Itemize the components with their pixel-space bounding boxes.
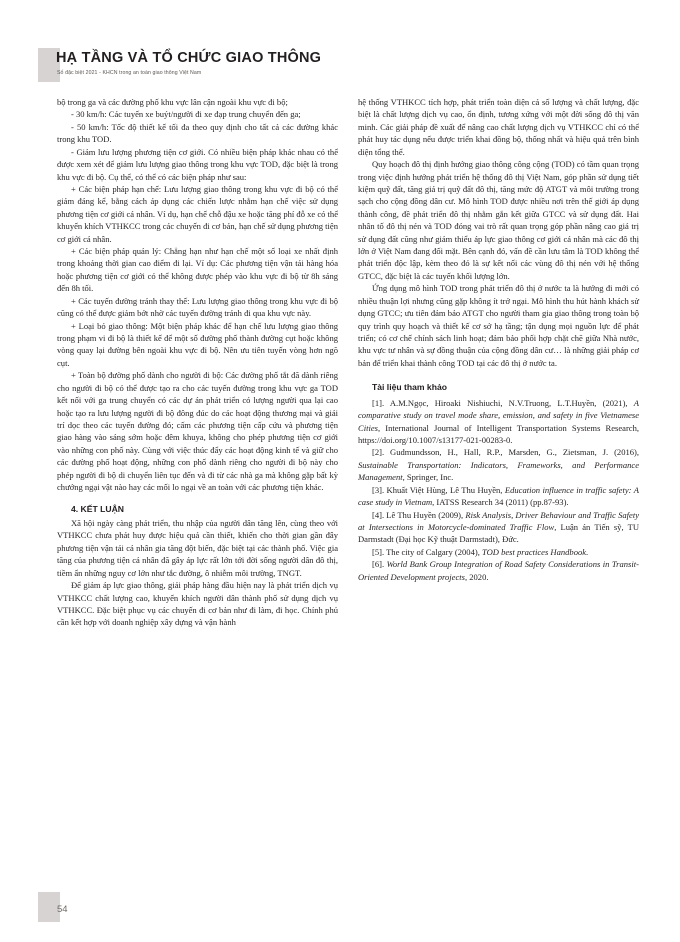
right-column bbox=[358, 96, 639, 583]
reference-suffix: . bbox=[586, 546, 589, 557]
paragraph: + Các tuyến đường tránh thay thế: Lưu lượng giao thông trong khu vực đi bộ cũng có thể được giảm bớt nhờ các tuyến đường tránh đi qua khu vực này. bbox=[57, 295, 338, 319]
paragraph: - 30 km/h: Các tuyến xe buýt/người đi xe đạp trung chuyển đến ga; bbox=[71, 109, 301, 120]
reference-suffix: , International Journal of Intelligent Transportation Systems Research, https://doi.org/10.1007/s13177-021-00283-0. bbox=[358, 422, 639, 446]
paragraph: + Các biện pháp quản lý: Chẳng hạn như hạn chế một số loại xe nhất định trong khoảng thời gian cao điểm đi lại. Ví dụ: Các phương tiện vận tải hàng hóa hoặc phương tiện cơ giới có thể không được phép vào khu vực đi bộ từ 8h sáng đến 8h tối. bbox=[57, 246, 338, 294]
references-heading: Tài liệu tham khảo bbox=[372, 382, 447, 393]
reference-item bbox=[358, 558, 639, 583]
reference-prefix: [5]. The city of Calgary (2004), bbox=[372, 546, 482, 557]
left-column bbox=[57, 96, 338, 629]
paragraph: + Toàn bộ đường phố dành cho người đi bộ: Các đường phố tắt đã dành riêng cho người đi bộ có thể được tạo ra cho các tuyến đường trong khu vực ga TOD kết nối với ga trung chuyển có các dự án phát triển có lượng người qua lại cao hoặc tạo ra lưu lượng người đi bộ đông đúc do các hoạt động thương mại và giải trí dọc theo các tuyến đường đó; cấm các phương tiện cấp cứu và phương tiện giao hàng vào sáng sớm hoặc đêm khuya, không cho phép phương tiện cơ giới vào những con phố này. Cùng với việc thúc đẩy các hoạt động kinh tế và giữ cho các đường phố hoạt động, những con phố dành riêng cho người đi bộ này cho phép người đi bộ di chuyển liên tục đến và đi từ các nhà ga mà không gặp bất kỳ chướng ngại vật nào hay các mối lo ngại về an toàn với các phương tiện khác. bbox=[57, 370, 338, 493]
page-subtitle: Số đặc biệt 2021 - KHCN trong an toàn giao thông Việt Nam bbox=[57, 70, 202, 76]
reference-item bbox=[358, 397, 639, 447]
reference-item bbox=[358, 546, 639, 558]
paragraph: + Các biện pháp hạn chế: Lưu lượng giao thông trong khu vực đi bộ có thể giảm đáng kể, bằng cách áp dụng các chiến lược nhằm hạn chế việc sử dụng phương tiện cơ giới cá nhân. Ví dụ, hạn chế chỗ đậu xe hoặc tăng phí đỗ xe có thể khuyến khích VTHKCC trong các chuyến đi cơ bản, hạn chế sử dụng phương tiện cơ giới cá nhân. bbox=[57, 183, 338, 244]
paragraph: - Giảm lưu lượng phương tiện cơ giới. Có nhiều biện pháp khác nhau có thể được xem xét để giảm lưu lượng giao thông trong khu vực TOD, đặc biệt là trong khu vực đi bộ. Cụ thể, có thể có các biện pháp như sau: bbox=[57, 146, 338, 182]
reference-suffix: , Springer, Inc. bbox=[402, 472, 454, 483]
page-header bbox=[0, 48, 680, 88]
paragraph: bộ trong ga và các đường phố khu vực lân cận ngoài khu vực đi bộ; bbox=[57, 97, 288, 107]
paragraph: Xã hội ngày càng phát triển, thu nhập của người dân tăng lên, cùng theo với VTHKCC chưa phát huy được hiệu quả cần thiết, khiến cho thời gian gần đây phương tiện vận tải cá nhân gia tăng đột biến, đặc biệt tại các thành phố. Việc gia tăng của phương tiện cá nhân đã gây áp lực rất lớn tới đời sống người dân đô thị, tiềm ẩn những nguy cơ lớn như tắc đường, ô nhiễm môi trường, TNGT. bbox=[57, 518, 338, 578]
reference-prefix: [2]. Gudmundsson, H., Hall, R.P., Marsden, G., Zietsman, J. (2016), bbox=[372, 447, 639, 458]
section-heading-conclusion: 4. KẾT LUẬN bbox=[71, 503, 124, 514]
reference-prefix: [3]. Khuất Việt Hùng, Lê Thu Huyền, bbox=[372, 484, 505, 495]
paragraph: Quy hoạch đô thị định hướng giao thông công cộng (TOD) có tầm quan trọng trong việc định hướng phát triển hệ thống đô thị Việt Nam, góp phần sử dụng tiết kiệm quỹ đất, tăng giá trị quỹ đất đô thị, tăng mức độ ATGT và môi trường trong sạch cho cộng đồng dân cư. Mô hình TOD được nhiều nơi trên thế giới áp dụng thành công, đề phát triển đô thị nhằm gắn kết giữa GTCC và sử dụng đất. Hai nhân tố đô thị nén và TOD đóng vai trò rất quan trọng góp phần nâng cao giá trị sử dụng đất cũng như giảm thiểu áp lực giao thông cơ giới cá nhân mà các đô thị lớn ở Việt Nam đang đối mặt. Bên cạnh đó, vấn đề cần lưu tâm là TOD không thể phát triển độc lập, kèm theo đó là sự kết nối các vùng đô thị nén với hệ thống GTCC, đặc biệt là các tuyến khối lượng lớn. bbox=[358, 159, 639, 281]
paragraph: + Loại bỏ giao thông: Một biện pháp khác để hạn chế lưu lượng giao thông trong phạm vi đi bộ là thiết kế để một số đường phố thành đường cụt hoặc không vòng quay lại đường bên ngoài khu vực đi bộ. Nên ưu tiên tuyến vòng hơn ngõ cụt. bbox=[57, 320, 338, 368]
reference-item bbox=[358, 484, 639, 509]
reference-title: Sustainable Transportation: Indicators, Frameworks, and Performance Management bbox=[358, 459, 639, 483]
reference-title: World Bank Group Integration of Road Safety Considerations in Transit-Oriented Development projects bbox=[358, 559, 639, 582]
reference-title: Education influence in traffic safety: A case study in Vietnam bbox=[358, 484, 639, 508]
paragraph: Để giảm áp lực giao thông, giải pháp hàng đầu hiện nay là phát triển dịch vụ VTHKCC chất lượng cao, khuyến khích người dân thành phố sử dụng dịch vụ VTHKCC. Đặc biệt phục vụ các chuyến đi cơ bản như đi làm, đi học. Chính phủ cần kết hợp với doanh nghiệp xây dựng và vận hành bbox=[57, 580, 338, 628]
page-title: HẠ TẦNG VÀ TỔ CHỨC GIAO THÔNG bbox=[56, 50, 322, 66]
paragraph: - 50 km/h: Tốc độ thiết kế tối đa theo quy định cho tất cả các đường khác trong khu TOD. bbox=[57, 121, 338, 145]
reference-prefix: [6]. bbox=[372, 559, 387, 570]
reference-item bbox=[358, 509, 639, 546]
reference-suffix: , IATSS Research 34 (2011) (pp.87-93). bbox=[432, 497, 569, 508]
reference-prefix: [1]. A.M.Ngọc, Hiroaki Nishiuchi, N.V.Truong, L.T.Huyền, (2021), bbox=[372, 397, 634, 408]
reference-title: TOD best practices Handbook bbox=[481, 546, 587, 557]
page-footer bbox=[0, 880, 680, 942]
page-number: 54 bbox=[57, 904, 68, 915]
paragraph: hệ thống VTHKCC tích hợp, phát triển toàn diện cả số lượng và chất lượng, đặc biệt là chất lượng dịch vụ cao, ổn định, tương xứng với một đời sống đô thị văn minh. Các giải pháp đề xuất để nâng cao chất lượng dịch vụ VTHKCC chỉ có thể phát huy tác dụng nếu được triển khai đồng bộ, thống nhất và hiệu quả trên bình diện tổng thể. bbox=[358, 97, 639, 157]
paragraph: Ứng dụng mô hình TOD trong phát triển đô thị ở nước ta là hướng đi mới có nhiều thuận lợi nhưng cũng gặp không ít trở ngại. Mô hình thu hút hành khách sử dụng GTCC; ưu tiên đảm bảo ATGT cho người tham gia giao thông trong toàn bộ quy trình quy hoạch và thiết kế cơ sở hạ tầng; tận dụng mọi nguồn lực để phát triển; có cơ chế chính sách linh hoạt; đảm bảo phối hợp chặt chẽ giữa Nhà nước, khu vực tư nhân và sự đồng thuận của cộng đồng dân cư… là những giải pháp cơ bản để triển khai thành công TOD tại các đô thị ở nước ta. bbox=[358, 283, 639, 368]
reference-suffix: , 2020. bbox=[464, 571, 489, 582]
reference-suffix: , Luận án Tiến sỹ, TU Darmstadt (Đại học Kỹ thuật Darmstadt), Đức. bbox=[358, 522, 639, 545]
reference-item bbox=[358, 446, 639, 483]
reference-prefix: [4]. Lê Thu Huyền (2009), bbox=[372, 509, 466, 520]
reference-title: Risk Analysis, Driver Behaviour and Traffic Safety at Intersections in Motorcycle-dominated Traffic Flow bbox=[358, 509, 640, 532]
reference-title: A comparative study on travel mode share, emission, and safety in five Vietnamese Cities bbox=[358, 397, 639, 433]
